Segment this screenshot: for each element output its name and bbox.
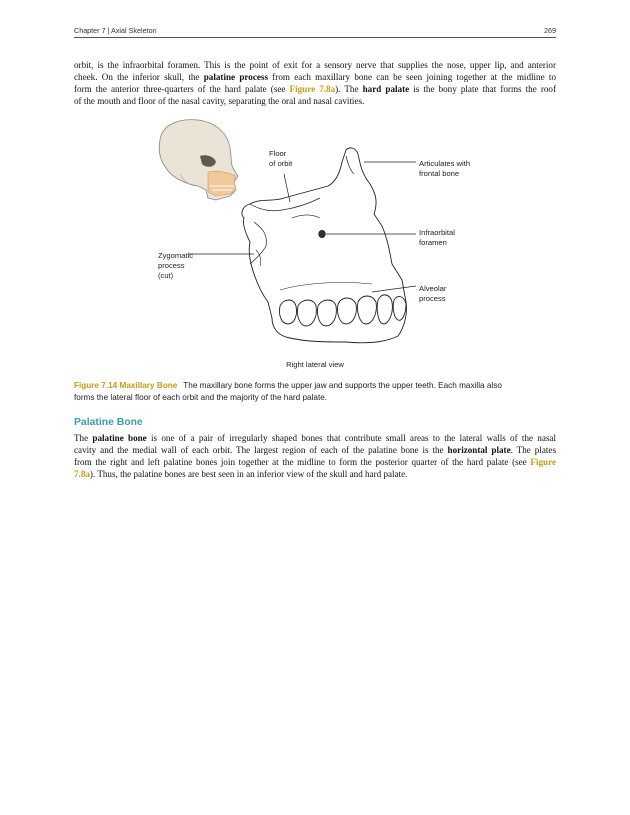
- term-palatine-bone: palatine bone: [92, 433, 147, 443]
- paragraph-line: orbit, is the infraorbital foramen. This is the point of exit for a sensory nerve that supplies the nose, upper lip, and anterior: [74, 60, 556, 70]
- paragraph-maxilla: [74, 60, 556, 108]
- maxillary-bone-figure: [150, 114, 480, 374]
- figure-7-8a-link[interactable]: Figure 7.8a: [289, 83, 336, 94]
- label-alveolar-2: process: [419, 294, 446, 303]
- figure-7-8a-link-cont[interactable]: 7.8a: [74, 468, 90, 479]
- label-zygomatic-2: process: [158, 261, 185, 270]
- figure-7-8a-link[interactable]: Figure: [530, 456, 556, 467]
- figure-caption: [74, 380, 556, 404]
- view-label: Right lateral view: [286, 360, 344, 369]
- paragraph-line: cheek. On the inferior skull, the palatine process from each maxillary bone can be seen joining together at the midline to: [74, 71, 556, 82]
- caption-line: forms the lateral floor of each orbit and the majority of the hard palate.: [74, 392, 328, 402]
- maxilla-bone-drawing: [242, 148, 407, 343]
- header-rule: [74, 37, 556, 38]
- paragraph-line: The palatine bone is one of a pair of irregularly shaped bones that contribute small areas to the lateral walls of the nasal: [74, 433, 556, 443]
- label-frontal-2: frontal bone: [419, 169, 460, 178]
- label-zygomatic-1: Zygomatic: [158, 251, 194, 260]
- section-heading-palatine-bone: Palatine Bone: [74, 417, 143, 428]
- paragraph-line: of the mouth and floor of the nasal cavity, separating the oral and nasal cavities.: [74, 95, 365, 106]
- label-zygomatic-3: (cut): [158, 271, 174, 280]
- term-hard-palate: hard palate: [362, 83, 410, 94]
- maxilla-illustration: [150, 114, 480, 374]
- label-floor-orbit-2: of orbit: [269, 159, 293, 168]
- term-palatine-process: palatine process: [203, 71, 268, 82]
- skull-inset-image: [159, 120, 238, 200]
- caption-line: Figure 7.14 Maxillary Bone The maxillary bone forms the upper jaw and supports the upper teeth. Each maxilla also: [74, 381, 502, 390]
- label-frontal-1: Articulates with: [419, 159, 471, 168]
- paragraph-palatine: [74, 433, 556, 481]
- label-alveolar-1: Alveolar: [419, 284, 447, 293]
- label-floor-orbit-1: Floor: [269, 149, 287, 158]
- paragraph-line: form the anterior three-quarters of the hard palate (see Figure 7.8a). The hard palate is the bony plate that forms the roof: [74, 83, 556, 94]
- caption-title: Figure 7.14 Maxillary Bone: [74, 381, 178, 390]
- label-infraorbital-2: foramen: [419, 238, 447, 247]
- page-number: 269: [544, 26, 556, 35]
- term-horizontal-plate: horizontal plate: [447, 444, 511, 455]
- paragraph-line: from the right and left palatine bones join together at the midline to form the posterior quarter of the hard palate (see Figure: [74, 456, 556, 467]
- paragraph-line: 7.8a). Thus, the palatine bones are best seen in an inferior view of the skull and hard palate.: [74, 468, 408, 479]
- chapter-title: Chapter 7 | Axial Skeleton: [74, 26, 157, 35]
- label-infraorbital-1: Infraorbital: [419, 228, 455, 237]
- paragraph-line: cavity and the medial wall of each orbit. The largest region of each of the palatine bone is the horizontal plate. The plates: [74, 444, 556, 455]
